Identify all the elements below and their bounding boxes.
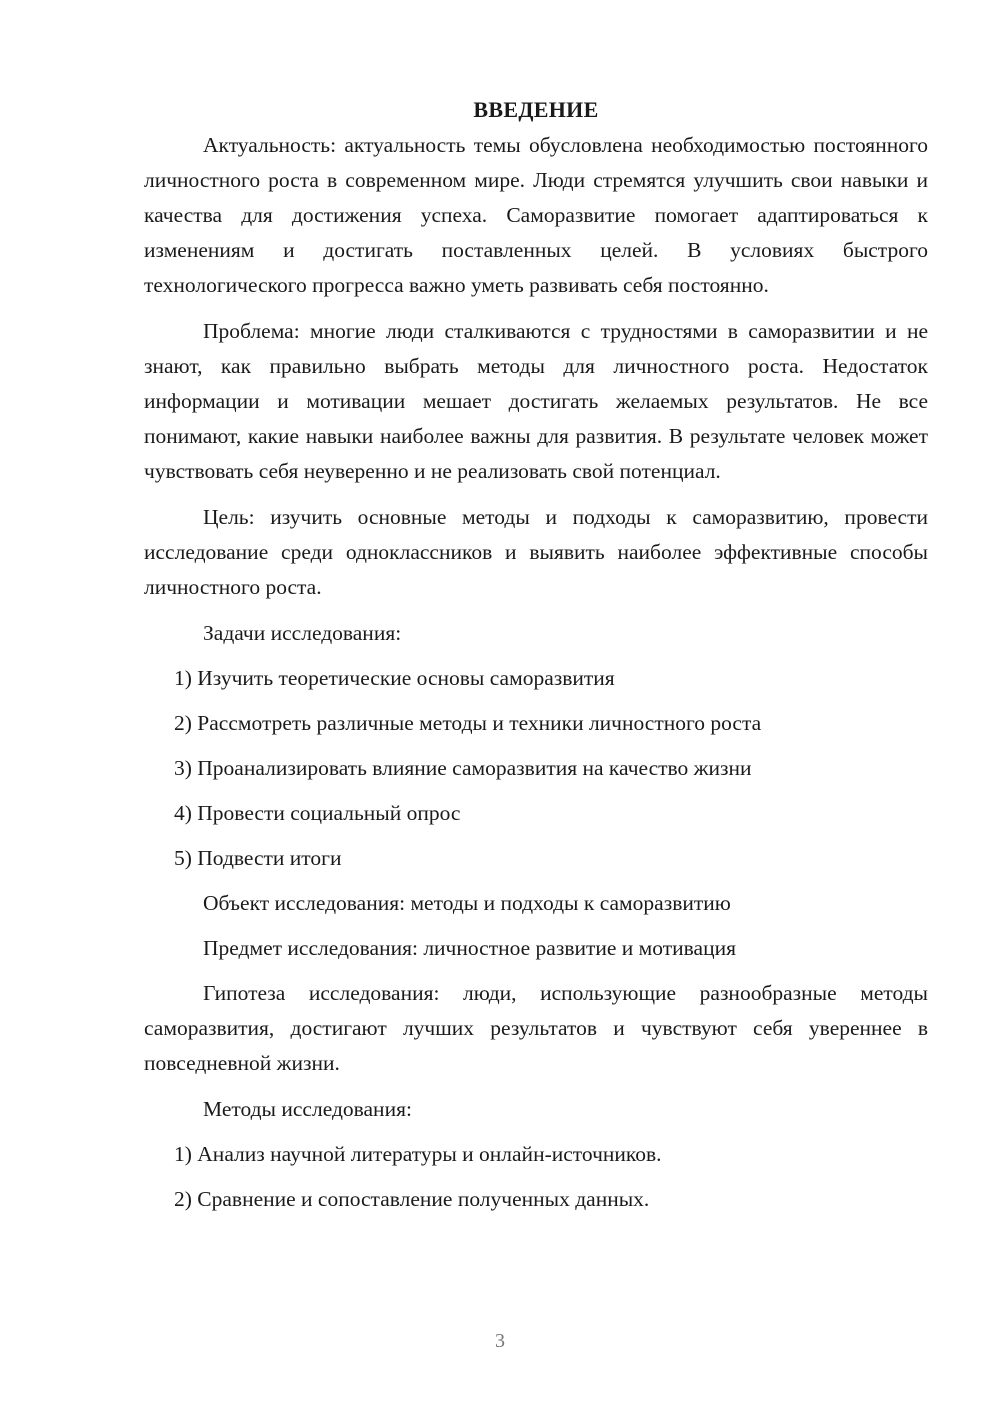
list-item: 2) Сравнение и сопоставление полученных данных. bbox=[174, 1187, 650, 1211]
methods-list bbox=[144, 1137, 928, 1217]
relevance-paragraph: Актуальность: актуальность темы обусловлена необходимостью постоянного личностного роста в современном мире. Люди стремятся улучшить свои навыки и качества для достижения успеха. Саморазвитие помогает адаптироваться к изменениям и достигать поставленных целей. В условиях быстрого технологического прогресса важно уметь развивать себя постоянно. bbox=[144, 133, 928, 297]
tasks-heading: Задачи исследования: bbox=[203, 621, 402, 645]
list-item: 5) Подвести итоги bbox=[174, 846, 342, 870]
list-item: 1) Изучить теоретические основы саморазвития bbox=[174, 666, 615, 690]
methods-heading: Методы исследования: bbox=[203, 1097, 412, 1121]
page-number: 3 bbox=[495, 1330, 505, 1352]
list-item: 2) Рассмотреть различные методы и техники личностного роста bbox=[174, 711, 762, 735]
goal-paragraph: Цель: изучить основные методы и подходы к саморазвитию, провести исследование среди одноклассников и выявить наиболее эффективные способы личностного роста. bbox=[144, 505, 928, 599]
list-item: 4) Провести социальный опрос bbox=[174, 801, 461, 825]
object-paragraph: Объект исследования: методы и подходы к саморазвитию bbox=[203, 891, 731, 915]
page-title: ВВЕДЕНИЕ bbox=[473, 97, 599, 122]
document-page bbox=[144, 92, 928, 1227]
subject-paragraph: Предмет исследования: личностное развитие и мотивация bbox=[203, 936, 736, 960]
tasks-list bbox=[144, 661, 928, 876]
list-item: 1) Анализ научной литературы и онлайн-источников. bbox=[174, 1142, 662, 1166]
problem-paragraph: Проблема: многие люди сталкиваются с трудностями в саморазвитии и не знают, как правильно выбрать методы для личностного роста. Недостаток информации и мотивации мешает достигать желаемых результатов. Не все понимают, какие навыки наиболее важны для развития. В результате человек может чувствовать себя неуверенно и не реализовать свой потенциал. bbox=[144, 319, 928, 483]
hypothesis-paragraph: Гипотеза исследования: люди, использующие разнообразные методы саморазвития, достигают лучших результатов и чувствуют себя увереннее в повседневной жизни. bbox=[144, 981, 928, 1075]
list-item: 3) Проанализировать влияние саморазвития на качество жизни bbox=[174, 756, 752, 780]
